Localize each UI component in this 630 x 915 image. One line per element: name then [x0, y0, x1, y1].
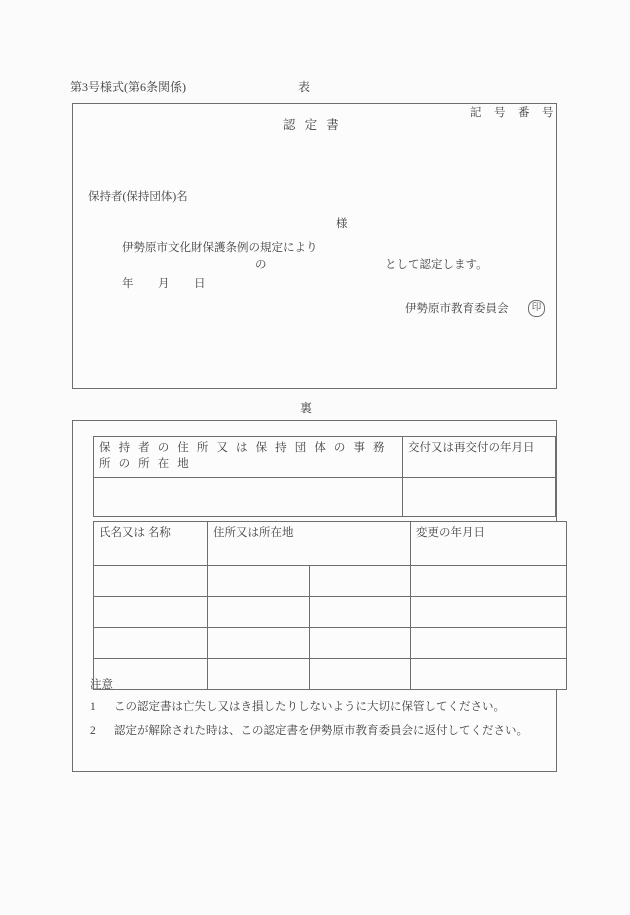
notes-section [90, 676, 542, 748]
header-address-or-location: 住所又は所在地 [208, 522, 411, 566]
cell-address-sub[interactable] [309, 597, 411, 628]
header-issue-date: 交付又は再交付の年月日 [403, 437, 556, 478]
table-row [94, 478, 556, 517]
designation-suffix-text: として認定します。 [385, 259, 488, 271]
cell-change-date[interactable] [411, 597, 567, 628]
table-header-row [94, 522, 567, 566]
cell-name[interactable] [94, 628, 208, 659]
note-text: 認定が解除された時は、この認定書を伊勢原市教育委員会に返付してください。 [114, 724, 528, 737]
note-text: この認定書は亡失し又はき損したりしないように大切に保管してください。 [114, 701, 505, 713]
particle-no-label: の [255, 259, 267, 271]
table-row [94, 597, 567, 628]
cell-address-sub[interactable] [309, 628, 411, 659]
cell-change-date[interactable] [411, 566, 567, 597]
cell-holder-address[interactable] [94, 478, 403, 517]
address-table [93, 436, 556, 517]
cell-address[interactable] [208, 566, 310, 597]
holder-name-label: 保持者(保持団体)名 [88, 191, 188, 203]
back-side-label: 裏 [300, 401, 313, 415]
honorific-label: 様 [336, 218, 348, 230]
header-name-or-title: 氏名又は 名称 [94, 522, 208, 566]
cell-address-sub[interactable] [309, 566, 411, 597]
notes-title: 注意 [90, 679, 113, 691]
front-side-label: 表 [298, 80, 311, 94]
table-row [94, 566, 567, 597]
issuing-authority-label: 伊勢原市教育委員会 [405, 303, 509, 315]
cell-address[interactable] [208, 597, 310, 628]
cell-change-date[interactable] [411, 628, 567, 659]
certificate-title: 認 定 書 [283, 118, 342, 132]
official-seal-icon: 印 [528, 300, 545, 317]
list-item [90, 724, 542, 739]
issue-date-line: 年 月 日 [122, 278, 206, 290]
note-number: 2 [90, 724, 96, 737]
list-item [90, 700, 542, 715]
cell-name[interactable] [94, 566, 208, 597]
register-number-label: 記 号 番 号 [470, 107, 554, 119]
form-number-label: 第3号様式(第6条関係) [70, 80, 186, 94]
cell-name[interactable] [94, 597, 208, 628]
table-header-row [94, 437, 556, 478]
note-number: 1 [90, 701, 96, 713]
cell-issue-date[interactable] [403, 478, 556, 517]
header-holder-address: 保 持 者 の 住 所 又 は 保 持 団 体 の 事 務 所 の 所 在 地 [94, 437, 403, 478]
ordinance-clause-text: 伊勢原市文化財保護条例の規定により [122, 242, 318, 254]
cell-address[interactable] [208, 628, 310, 659]
header-change-date: 変更の年月日 [411, 522, 567, 566]
table-row [94, 628, 567, 659]
change-record-table [93, 521, 567, 690]
